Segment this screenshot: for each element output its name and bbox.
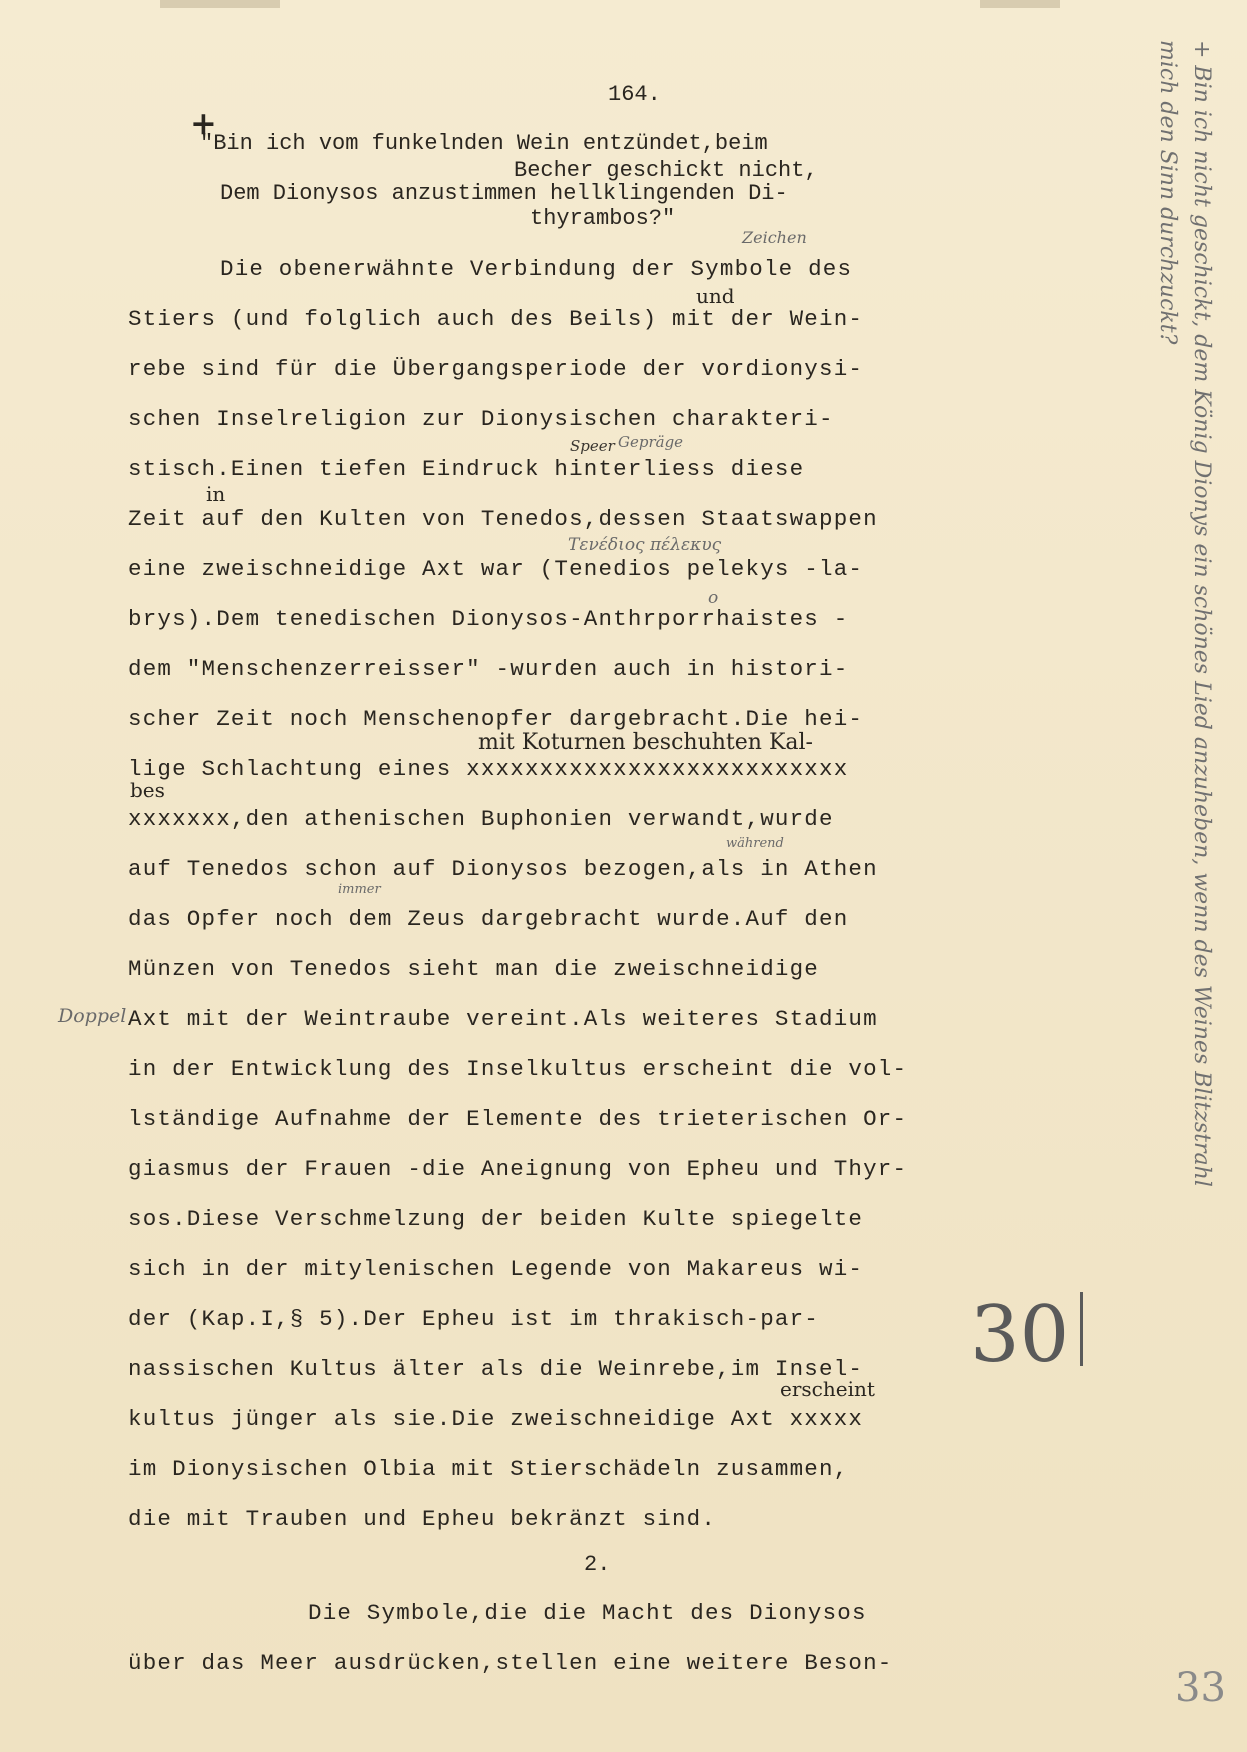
margin-handwritten-note: + Bin ich nicht geschickt, dem König Dionys ein schönes Lied anzuheben, wenn des Weines Blitzstrahl mich den Sinn durchzuckt? [1155,40,1214,1187]
body-line: Die obenerwähnte Verbindung der Symbole des [220,256,853,282]
verse-line-3: Dem Dionysos anzustimmen hellklingenden Di- [220,181,788,206]
section-number: 2. [584,1552,611,1577]
handwritten-insertion: o [708,588,719,608]
body-line: im Dionysischen Olbia mit Stierschädeln zusammen, [128,1456,849,1482]
typed-insertion: bes [130,778,165,802]
typed-insertion: mit Koturnen beschuhten Kal- [478,730,813,755]
section-line-1: Die Symbole,die die Macht des Dionysos [308,1600,867,1626]
handwritten-insertion: Zeichen [742,228,807,247]
body-line: lige Schlachtung eines xxxxxxxxxxxxxxxxxxxxxxxxxx [128,756,849,782]
body-line: Zeit auf den Kulten von Tenedos,dessen Staatswappen [128,506,878,532]
archive-sheet-number: 33 [1175,1665,1226,1711]
typed-insertion: in [206,482,226,506]
body-line: stisch.Einen tiefen Eindruck hinterliess diese [128,456,805,482]
typed-insertion: erscheint [780,1377,875,1401]
body-line: in der Entwicklung des Inselkultus erscheint die vol- [128,1056,908,1082]
body-line: der (Kap.I,§ 5).Der Epheu ist im thrakisch-par- [128,1306,820,1332]
body-line: rebe sind für die Übergangsperiode der vordionysi- [128,356,864,382]
section-line-2: über das Meer ausdrücken,stellen eine weitere Beson- [128,1650,893,1676]
handwritten-insertion: Speer [570,437,615,455]
handwritten-insertion: Gepräge [618,433,684,451]
body-line: giasmus der Frauen -die Aneignung von Epheu und Thyr- [128,1156,908,1182]
body-line: dem "Menschenzerreisser" -wurden auch in histori- [128,656,849,682]
body-line: schen Inselreligion zur Dionysischen charakteri- [128,406,834,432]
handwritten-insertion: während [726,836,784,851]
body-line: brys).Dem tenedischen Dionysos-Anthrporrhaistes - [128,606,849,632]
page-edge-mark [160,0,280,8]
body-line: die mit Trauben und Epheu bekränzt sind. [128,1506,717,1532]
body-line: auf Tenedos schon auf Dionysos bezogen,als in Athen [128,856,878,882]
body-line: Axt mit der Weintraube vereint.Als weiteres Stadium [128,1006,878,1032]
verse-line-2: Becher geschickt nicht, [514,158,818,183]
verse-line-1: "Bin ich vom funkelnden Wein entzündet,beim [200,131,768,156]
body-line: sos.Diese Verschmelzung der beiden Kulte spiegelte [128,1206,864,1232]
body-line: lständige Aufnahme der Elemente des trieterischen Or- [128,1106,908,1132]
body-line: sich in der mitylenischen Legende von Makareus wi- [128,1256,864,1282]
handwritten-greek-insertion: Τενέδιος πέλεκυς [568,535,722,555]
body-line: nassischen Kultus älter als die Weinrebe,im Insel- [128,1356,864,1382]
verse-line-4: thyrambos?" [530,206,676,231]
body-line: das Opfer noch dem Zeus dargebracht wurde.Auf den [128,906,849,932]
body-line: scher Zeit noch Menschenopfer dargebracht.Die hei- [128,706,864,732]
body-line: eine zweischneidige Axt war (Tenedios pelekys -la- [128,556,864,582]
archive-folio-number: 30 [970,1290,1070,1380]
handwritten-insertion: Doppel [58,1005,127,1027]
typed-insertion: und [696,284,735,308]
body-line: kultus jünger als sie.Die zweischneidige Axt xxxxx [128,1406,864,1432]
body-line: xxxxxxx,den athenischen Buphonien verwandt,wurde [128,806,834,832]
page-edge-mark [980,0,1060,8]
insertion-plus-mark: + [190,104,217,142]
page-number: 164. [608,82,661,107]
body-line: Stiers (und folglich auch des Beils) mit der Wein- [128,306,864,332]
handwritten-insertion: immer [338,882,381,897]
body-line: Münzen von Tenedos sieht man die zweischneidige [128,956,820,982]
